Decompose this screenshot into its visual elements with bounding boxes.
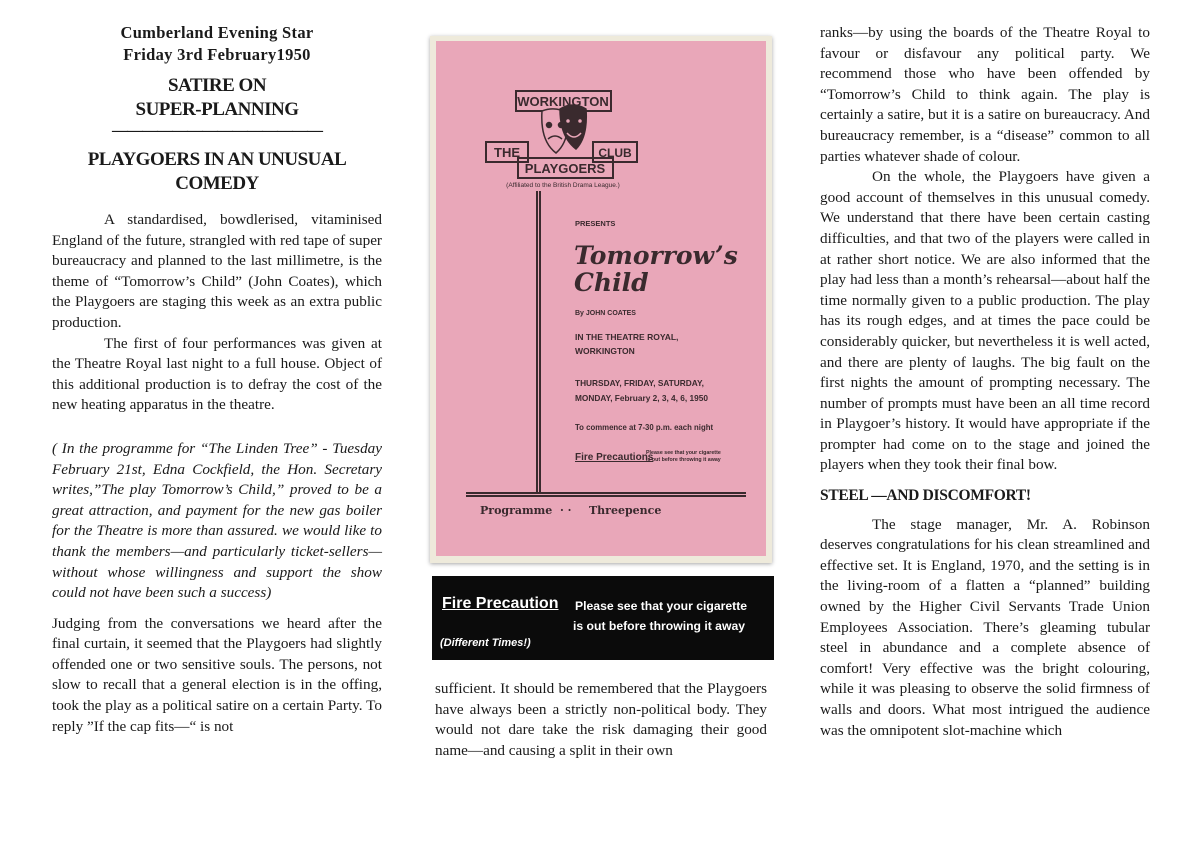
programme-footer-dots: · · bbox=[560, 504, 572, 517]
programme-fire-small-2: is out before throwing it away bbox=[646, 457, 721, 463]
article-paragraph-4: sufficient. It should be remembered that the Playgoers have always been a strictly non-political body. They would not dare take the risk damaging their good name—and causing a split in their own bbox=[435, 680, 767, 759]
headline-rule: —————————————— bbox=[112, 122, 322, 139]
headline-line-1: SATIRE ON bbox=[167, 75, 267, 96]
programme-title-line-2: Child bbox=[574, 268, 649, 297]
programme-cover bbox=[436, 41, 766, 556]
programme-presents: PRESENTS bbox=[575, 219, 616, 228]
article-paragraph-6: On the whole, the Playgoers have given a good account of themselves in this unusual comedy. We understand that there have been certain casting difficulties, and that two of the players were called in at rather short notice. We are also informed that the play had less than a month’s rehearsal—about half the time normally given to a public production. The play has its rough edges, and at times the pace could be considerably quicker, but nevertheless it is well acted, and there are plenty of laughs. The big fault on the first nights the amount of prompting necessary. The number of prompts must have been an all time record in Playgoer’s history. It would have appropriate if the prompter had come on to the stage and joined the players when they took their final bow. bbox=[820, 168, 1150, 474]
programme-commence: To commence at 7-30 p.m. each night bbox=[575, 423, 714, 432]
programme-footer-left: Programme bbox=[480, 504, 553, 517]
programme-note: ( In the programme for “The Linden Tree” - Tuesday February 21st, Edna Cockfield, the Hon. Secretary writes,”The play Tomorrow’s Child,” proved to be a great attraction, and payment for the new gas boiler for the Theatre is more than assured. we would like to thank the members—and particularly ticket-sellers—without whose willingness and support the show could not have been such a success) bbox=[52, 439, 382, 602]
article-paragraph-2: The first of four performances was given at the Theatre Royal last night to a full house. Object of this additional production is to defray the cost of the new heating apparatus in the theatre. bbox=[52, 334, 382, 414]
programme-dates-2: MONDAY, February 2, 3, 4, 6, 1950 bbox=[575, 393, 708, 403]
programme-fire-small-1: Please see that your cigarette bbox=[646, 450, 721, 456]
programme-artwork bbox=[436, 41, 766, 556]
programme-venue-1: IN THE THEATRE ROYAL, bbox=[575, 332, 679, 342]
article-paragraph-3: Judging from the conversations we heard after the final curtain, it seemed that the Playgoers had slightly offended one or two sensitive souls. The persons, not slow to recall that a general election is in the offing, took the play as a political satire on a certain Party. To reply ”If the cap fits—“ is not bbox=[52, 614, 382, 735]
fire-precaution-line-1: Please see that your cigarette bbox=[575, 599, 748, 613]
programme-town: WORKINGTON bbox=[517, 94, 609, 109]
programme-playgoers: PLAYGOERS bbox=[524, 161, 606, 176]
middle-column bbox=[435, 679, 767, 761]
programme-photo bbox=[430, 36, 772, 563]
programme-fire-precautions: Fire Precautions bbox=[575, 452, 654, 463]
programme-author: By JOHN COATES bbox=[575, 310, 636, 317]
programme-title-line-1: Tomorrow’s bbox=[574, 241, 738, 270]
programme-dates-1: THURSDAY, FRIDAY, SATURDAY, bbox=[575, 378, 704, 388]
headline-line-4: COMEDY bbox=[175, 173, 259, 194]
headline-line-3: PLAYGOERS IN AN UNUSUAL bbox=[87, 149, 347, 170]
programme-venue-2: WORKINGTON bbox=[575, 346, 635, 356]
fire-precaution-line-2: is out before throwing it away bbox=[573, 619, 745, 633]
programme-affiliation: (Affiliated to the British Drama League.) bbox=[506, 182, 620, 189]
article-paragraph-7: The stage manager, Mr. A. Robinson deserves congratulations for his clean streamlined and effective set. It is England, 1970, and the setting is in the living-room of a flatten a “planned” building owned by the Higher Civil Servants Trade Union Employees Association. There’s gleaming tubular steel in abundance and a complete absence of comfort! Very effective was the bright colouring, while it was pleasing to observe the solid firmness of walls and doors. What most intrigued the audience was the omnipotent slot-machine which bbox=[820, 515, 1150, 739]
programme-footer-right: Threepence bbox=[589, 504, 662, 517]
newspaper-name: Cumberland Evening Star bbox=[120, 23, 314, 42]
programme-club: CLUB bbox=[598, 146, 632, 160]
publication-date: Friday 3rd February1950 bbox=[123, 45, 311, 64]
theatre-masks-icon bbox=[542, 105, 587, 153]
right-column bbox=[820, 23, 1150, 741]
left-column bbox=[52, 22, 382, 737]
fire-precaution-note: (Different Times!) bbox=[440, 637, 531, 649]
fire-precaution-title: Fire Precaution bbox=[442, 595, 559, 612]
article-paragraph-1: A standardised, bowdlerised, vitaminised England of the future, strangled with red tape of super bureaucracy and planned to the last millimetre, is the theme of “Tomorrow’s Child” (John Coates), which the Playgoers are staging this week as an extra public production. bbox=[52, 211, 382, 331]
article-subheading: STEEL —AND DISCOMFORT! bbox=[820, 487, 1031, 505]
article-paragraph-5: ranks—by using the boards of the Theatre Royal to favour or disfavour any political party. We recommend those who have been offended by “Tomorrow’s Child to think again. The play is certainly a satire, but it is a satire on bureaucracy. And bureaucracy remember, is a “disease” common to all parties whatever shade of colour. bbox=[820, 24, 1150, 165]
fire-precaution-caption-box bbox=[432, 576, 774, 660]
programme-the: THE bbox=[494, 145, 520, 160]
headline-line-2: SUPER-PLANNING bbox=[135, 99, 299, 120]
